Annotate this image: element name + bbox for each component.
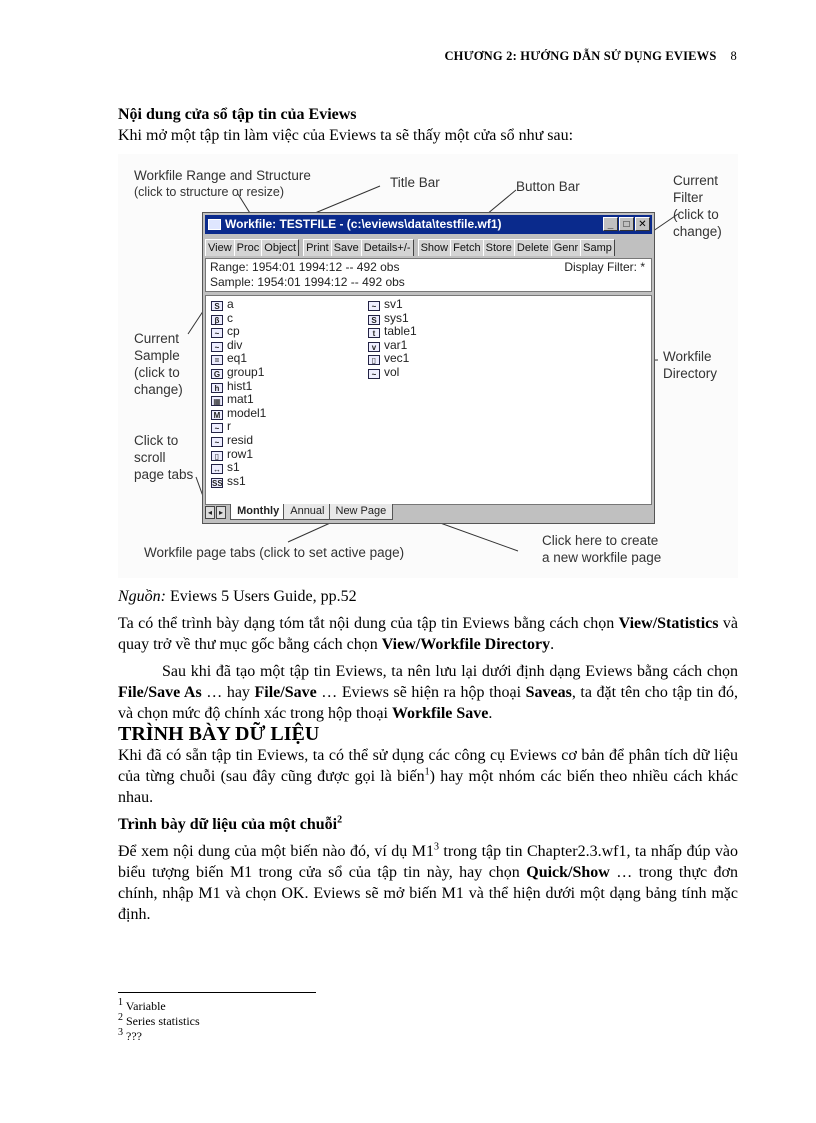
minimize-icon[interactable]: _ bbox=[603, 217, 618, 231]
list-item[interactable]: ~ r bbox=[211, 420, 266, 434]
statespace-icon: SS bbox=[212, 478, 223, 488]
annotation-page-tabs: Workfile page tabs (click to set active page) bbox=[144, 545, 405, 560]
list-item[interactable]: ▦ mat1 bbox=[211, 393, 266, 407]
sample-readout[interactable]: Sample: 1954:01 1994:12 -- 492 obs bbox=[210, 275, 405, 289]
fetch-button[interactable]: Fetch bbox=[450, 239, 484, 256]
figure-source: Nguồn: Eviews 5 Users Guide, pp.52 bbox=[118, 588, 357, 605]
list-item[interactable]: β c bbox=[211, 312, 266, 326]
list-item[interactable]: t table1 bbox=[368, 325, 417, 339]
series-icon: ~ bbox=[211, 437, 223, 447]
var-icon: v bbox=[368, 342, 380, 352]
list-item[interactable]: = eq1 bbox=[211, 352, 266, 366]
footnote-separator bbox=[118, 992, 316, 993]
footnote-item: $^2$ Series statistics bbox=[118, 1012, 200, 1028]
annotation-scroll-tabs: Click to scroll page tabs bbox=[134, 433, 194, 482]
list-item[interactable]: ~ div bbox=[211, 339, 266, 353]
list-item[interactable]: M model1 bbox=[211, 407, 266, 421]
system-icon: S bbox=[368, 315, 380, 325]
tab-annual[interactable]: Annual bbox=[283, 504, 331, 520]
store-button[interactable]: Store bbox=[483, 239, 515, 256]
list-item[interactable]: ~ resid bbox=[211, 434, 266, 448]
list-item[interactable]: ▯ vec1 bbox=[368, 352, 417, 366]
maximize-icon[interactable]: □ bbox=[619, 217, 634, 231]
equation-icon: = bbox=[211, 355, 223, 365]
paragraph-data-intro: Khi đã có sẵn tập tin Eviews, ta có thể sử dụng các công cụ Eviews cơ bản để phân tích dữ liệu của từng chuỗi (sau đây cũng được gọi là biến$^1$) hay một nhóm các biến theo nhiều cách khác nhau. bbox=[118, 747, 739, 806]
series-icon: ~ bbox=[211, 328, 223, 338]
list-item[interactable]: S a bbox=[211, 298, 266, 312]
annotation-current-sample: Current Sample (click to change) bbox=[134, 331, 183, 397]
range-sample-panel bbox=[205, 258, 652, 292]
paragraph-series: Để xem nội dung của một biến nào đó, ví dụ $M1^3$ trong tập tin Chapter2.3.wf1, ta nhấp đúp vào biểu tượng biến M1 trong cửa sổ của tập tin này, hay chọn Quick/Show … trong thực đơn chính, nhập M1 và chọn OK. Eviews sẽ mở biến M1 và thể hiện dưới một dạng bảng tính mặc định. bbox=[118, 841, 739, 923]
series-icon: ~ bbox=[211, 342, 223, 352]
workfile-window bbox=[202, 212, 655, 524]
workfile-directory bbox=[205, 295, 652, 505]
annotation-range-structure: Workfile Range and Structure (click to structure or resize) bbox=[134, 168, 311, 199]
series-icon: ~ bbox=[211, 423, 223, 433]
object-button[interactable]: Object bbox=[261, 239, 299, 256]
page-content bbox=[118, 104, 738, 925]
paragraph-statistics: Ta có thể trình bày dạng tóm tắt nội dung của tập tin Eviews bằng cách chọn View/Statistics và quay trở về thư mục gốc bằng cách chọn View/Workfile Directory. bbox=[118, 615, 738, 653]
sample-button[interactable]: Samp bbox=[580, 239, 615, 256]
window-title: Workfile: TESTFILE - (c:\eviews\data\testfile.wf1) bbox=[225, 217, 502, 231]
details-button[interactable]: Details+/- bbox=[361, 239, 414, 256]
section-heading-series: Trình bày dữ liệu của một chuỗi$^2$ bbox=[118, 814, 343, 833]
section-heading-window: Nội dung cửa sổ tập tin của Eviews bbox=[118, 106, 357, 123]
eviews-workfile-figure bbox=[118, 154, 738, 578]
annotation-title-bar: Title Bar bbox=[390, 175, 440, 190]
footnote-item: $^1$ Variable bbox=[118, 997, 166, 1013]
list-item[interactable]: ~ cp bbox=[211, 325, 266, 339]
lead-paragraph: Khi mở một tập tin làm việc của Eviews ta sẽ thấy một cửa sổ như sau: bbox=[118, 127, 574, 144]
annotation-new-page: Click here to create a new workfile page bbox=[542, 533, 662, 565]
button-bar bbox=[205, 236, 652, 256]
chapter-title: CHƯƠNG 2: HƯỚNG DẪN SỬ DỤNG EVIEWS bbox=[444, 49, 717, 63]
group-icon: G bbox=[211, 369, 223, 379]
object-list-col2 bbox=[368, 298, 417, 380]
proc-button[interactable]: Proc bbox=[234, 239, 263, 256]
list-item[interactable]: h hist1 bbox=[211, 380, 266, 394]
close-icon[interactable]: ✕ bbox=[635, 217, 650, 231]
scroll-left-icon[interactable]: ◂ bbox=[205, 506, 215, 519]
footnotes bbox=[118, 999, 200, 1044]
table-icon: t bbox=[368, 328, 380, 338]
display-filter[interactable]: Display Filter: * bbox=[564, 260, 645, 274]
list-item[interactable]: SS ss1 bbox=[212, 473, 246, 488]
section-heading-data: TRÌNH BÀY DỮ LIỆU bbox=[118, 723, 320, 745]
scalar-icon: S bbox=[211, 301, 223, 311]
delete-button[interactable]: Delete bbox=[514, 239, 552, 256]
list-item[interactable]: S sys1 bbox=[368, 312, 417, 326]
matrix-icon: ▦ bbox=[211, 396, 223, 406]
scroll-right-icon[interactable]: ▸ bbox=[216, 506, 226, 519]
list-item[interactable]: ▯ row1 bbox=[211, 448, 266, 462]
series-icon: ~ bbox=[368, 369, 380, 379]
show-button[interactable]: Show bbox=[418, 239, 452, 256]
page-tabs-bar bbox=[205, 504, 652, 521]
list-item[interactable]: ~ sv1 bbox=[368, 298, 417, 312]
footnote-item: $^3$ ??? bbox=[118, 1027, 142, 1043]
histogram-icon: h bbox=[211, 383, 223, 393]
tab-monthly[interactable]: Monthly bbox=[230, 504, 286, 520]
window-title-bar[interactable] bbox=[205, 215, 652, 234]
paragraph-save: Sau khi đã tạo một tập tin Eviews, ta nên lưu lại dưới định dạng Eviews bằng cách chọn File/Save As … hay File/Save … Eviews sẽ hiện ra hộp thoại Saveas, ta đặt tên cho tập tin đó, và chọn mức độ chính xác trong hộp thoại Workfile Save. bbox=[118, 663, 738, 722]
print-button[interactable]: Print bbox=[303, 239, 332, 256]
vector-icon: ▯ bbox=[368, 355, 380, 365]
sample-icon: ↔ bbox=[213, 465, 221, 475]
tab-new-page[interactable]: New Page bbox=[329, 504, 394, 520]
workfile-icon bbox=[208, 219, 221, 230]
genr-button[interactable]: Genr bbox=[551, 239, 581, 256]
range-readout[interactable]: Range: 1954:01 1994:12 -- 492 obs bbox=[210, 260, 400, 274]
model-icon: M bbox=[211, 410, 223, 420]
coefficient-icon: β bbox=[211, 315, 223, 325]
window-controls bbox=[602, 217, 650, 236]
list-item[interactable]: ~ vol bbox=[368, 366, 417, 380]
save-button[interactable]: Save bbox=[331, 239, 362, 256]
object-list-col1 bbox=[211, 298, 266, 488]
annotation-current-filter: Current Filter (click to change) bbox=[673, 173, 722, 239]
list-item[interactable]: v var1 bbox=[368, 339, 417, 353]
annotation-button-bar: Button Bar bbox=[516, 179, 580, 194]
running-header bbox=[444, 49, 737, 64]
rowvector-icon: ▯ bbox=[211, 451, 223, 461]
page-number: 8 bbox=[730, 49, 737, 63]
view-button[interactable]: View bbox=[205, 239, 235, 256]
list-item[interactable]: ↔ s1 bbox=[213, 460, 240, 475]
series-icon: ~ bbox=[368, 301, 380, 311]
annotation-workfile-directory: Workfile Directory bbox=[663, 349, 718, 381]
list-item[interactable]: G group1 bbox=[211, 366, 266, 380]
